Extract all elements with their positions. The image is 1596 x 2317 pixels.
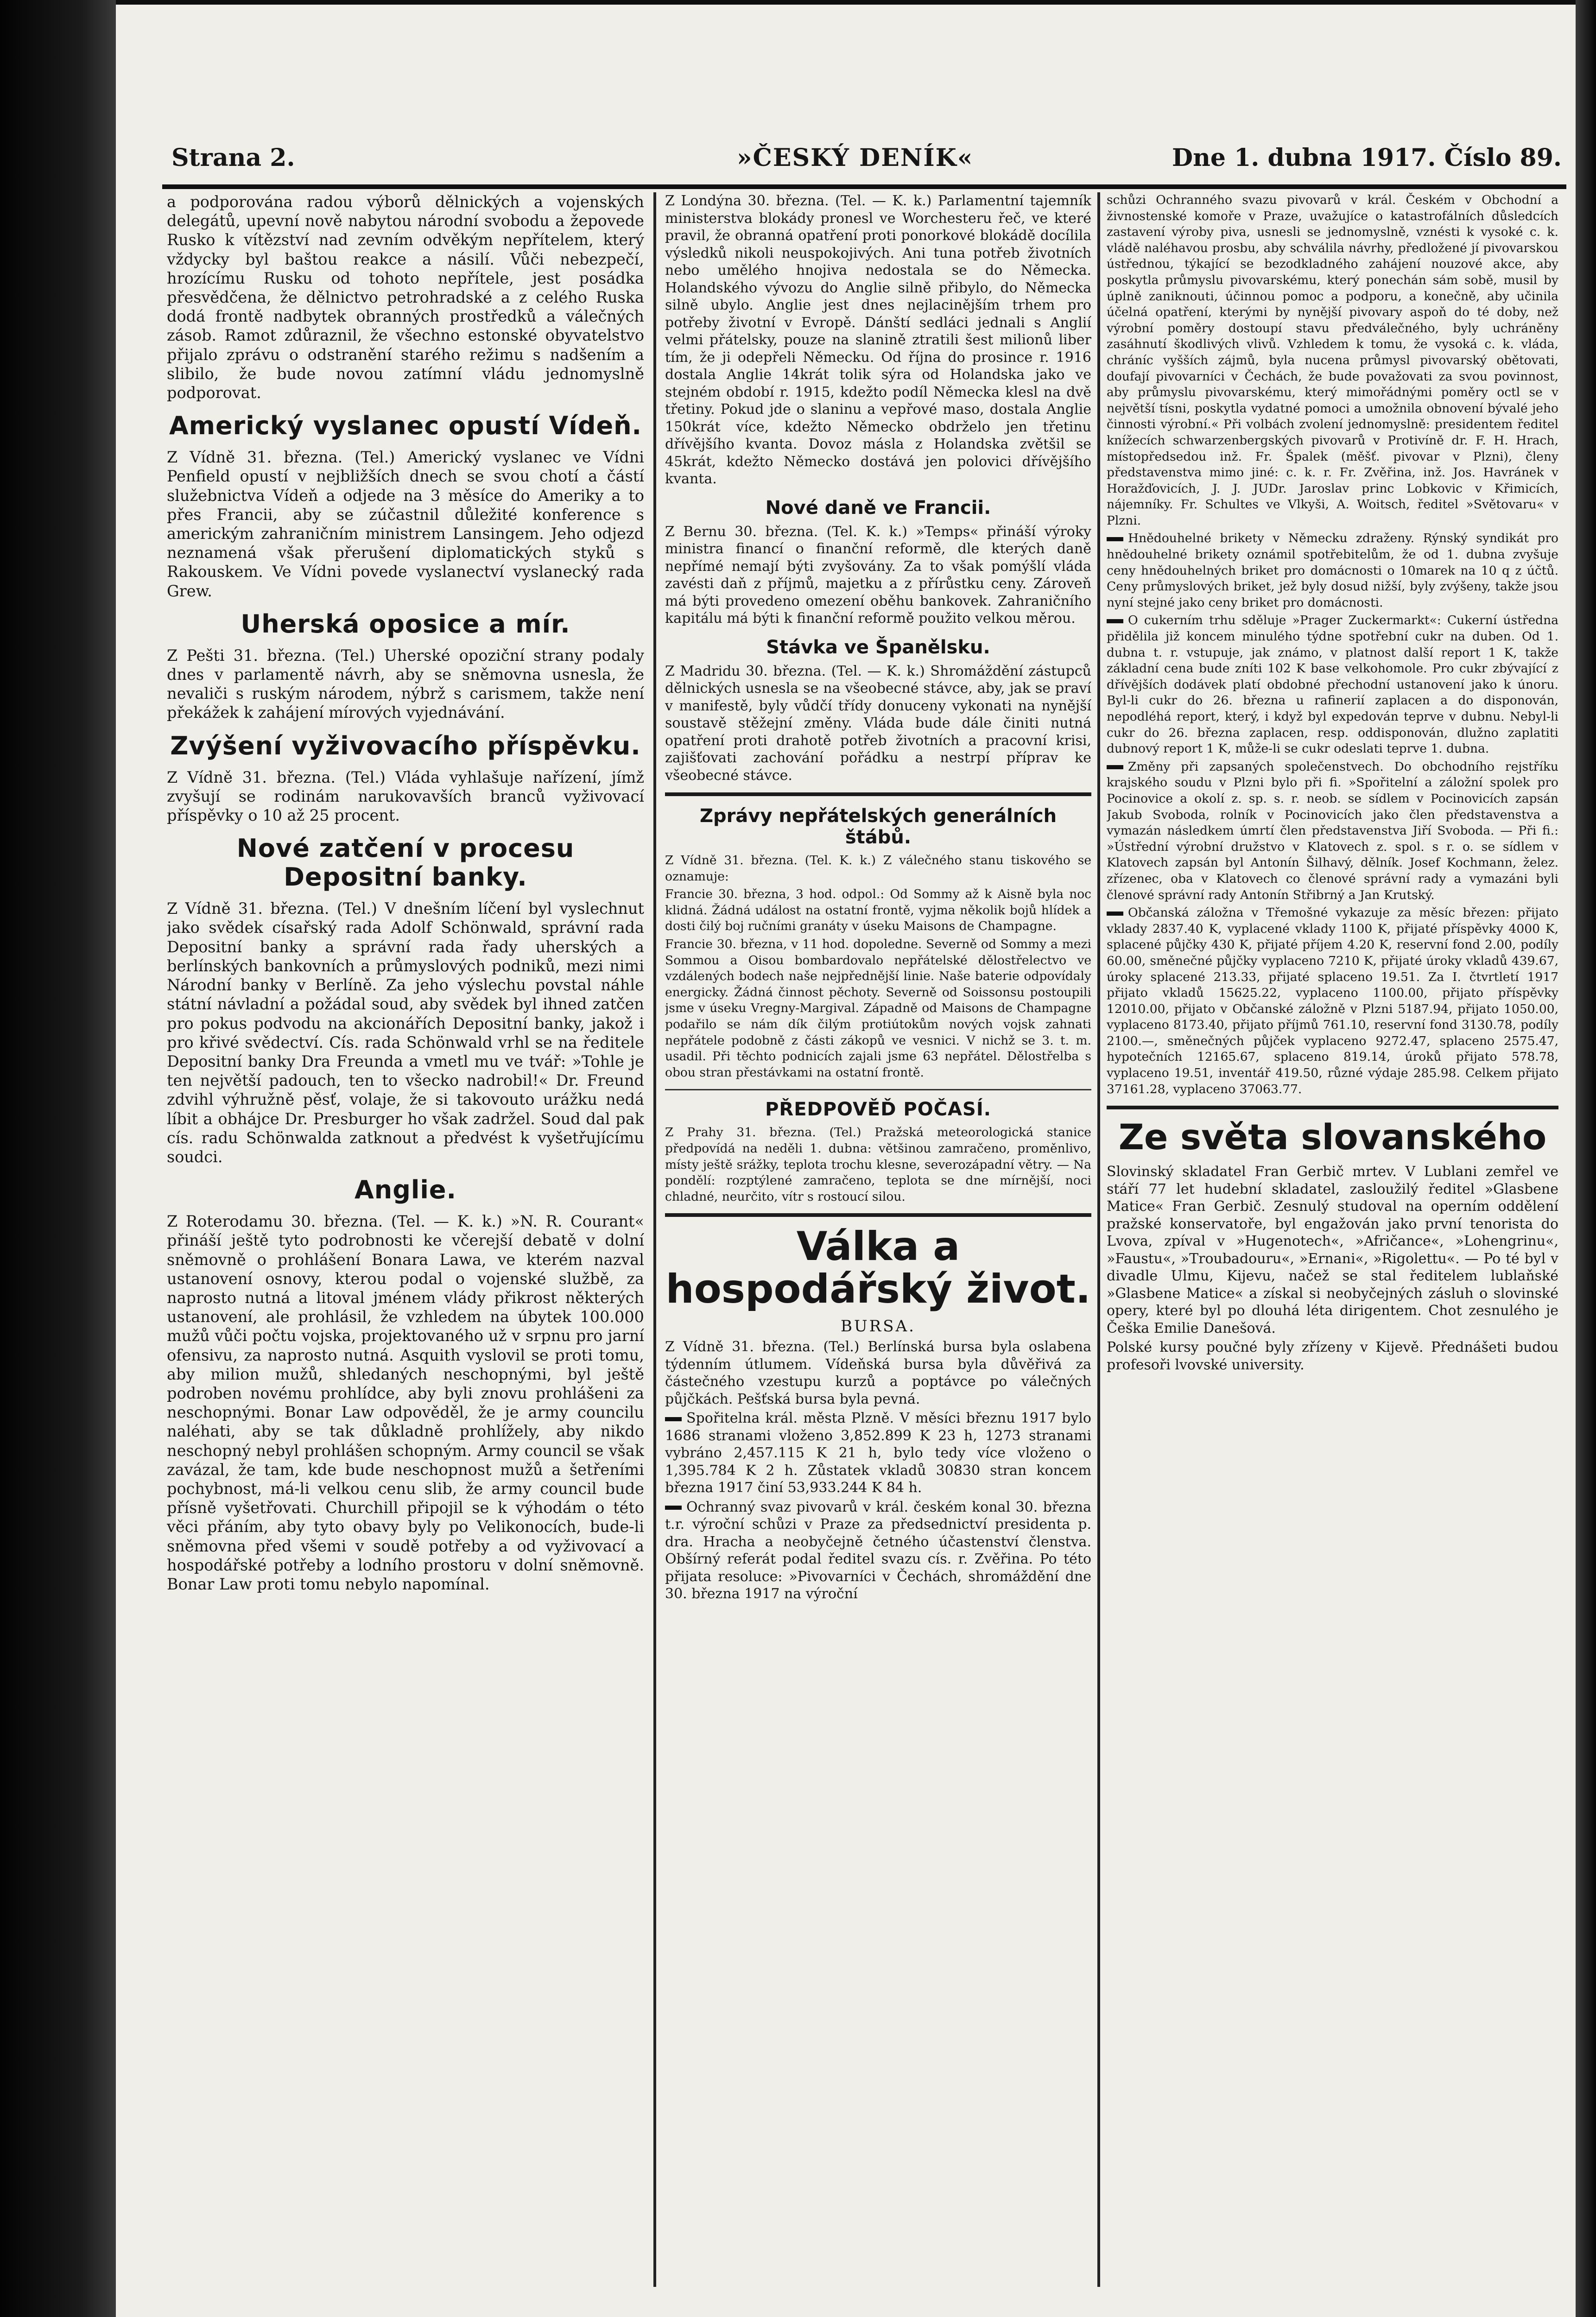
thin-rule bbox=[665, 1089, 1091, 1090]
scan-right-edge bbox=[1576, 0, 1596, 2317]
article-uherska-text: Z Pešti 31. března. (Tel.) Uherské opoziční strany podaly dnes v parlamentě návrh, aby se sněmovna usnesla, že nevaliči s ruským národem, nýbrž s carismem, takže není překážek k zahájení mírových vyjednávání. bbox=[167, 646, 644, 722]
section-rule-2 bbox=[665, 1213, 1091, 1217]
article-dane-text: Z Bernu 30. března. (Tel. K. k.) »Temps« přináší výroky ministra financí o finanční reformě, dle kterých daně nepřímé nemají býti zvyšovány. Za to však pomýšlí vláda zavésti daň z příjmů, majetku a z přírůstku ceny. Zároveň má býti provedeno omezení oběhu bankovek. Zahraničního kapitálu má býti k finanční reformě použito velkou měrou. bbox=[665, 523, 1091, 627]
bullet-mark bbox=[665, 1506, 682, 1510]
article-londyn-text: Z Londýna 30. března. (Tel. — K. k.) Parlamentní tajemník ministerstva blokády pronesl ve Worchesteru řeč, ve které pravil, že obranná opatření proti ponorkové blokádě docílila výsledků nikoli neuspokojivých. Ani tuna potřeb životních nebo umělého hnojiva nedostala se do Německa. Holandského vývozu do Anglie silně přibylo, do Německa silně ubylo. Anglie jest dnes nejlacinějším trhem pro potřeby životní v Evropě. Dánští sedláci jednali s Anglií velmi přátelsky, pouze na slanině ztratili šest milionů liber tím, že ji odepřeli Německu. Od října do prosince r. 1916 dostala Anglie 14krát tolik sýra od Holandska jako ve stejném období r. 1915, kdežto podíl Německa klesl na dvě třetiny. Pokud jde o slaninu a vepřové maso, dostala Anglie 150krát více, kdežto Německo obdrželo jen třetinu dřívějšího kvanta. Dovoz másla z Holandska zvětšil se 45krát, kdežto Německo dostává jen polovici dřívějšího kvanta. bbox=[665, 193, 1091, 487]
bursa-text: Z Vídně 31. března. (Tel.) Berlínská bursa byla oslabena týdenním útlumem. Vídeňská bursa byla důvěřivá za částečného vzestupu kurzů a poptávce po válečných půjčkách. Pešťská bursa byla pevná. bbox=[665, 1339, 1091, 1407]
section-rule-3 bbox=[1107, 1106, 1558, 1109]
article-zatceni-text: Z Vídně 31. března. (Tel.) V dnešním líčení byl vyslechnut jako svědek císařský rada Adolf Schönwald, správní rada Depositní banky a správní rada řady uherských a berlínských bankovních a průmyslových podniků, mezi nimi Národní banky v Berlíně. Za jeho výslechu povstal náhle státní návladní a požádal soud, aby svědek byl ihned zatčen pro pokus podvodu na akcionářích Depositní banky, jakož i pro křivé svědectví. Cís. rada Schönwald vrhl se na ředitele Depositní banky Dra Freunda a vmetl mu ve tvář: »Tohle je ten největší padouch, ten to všecko nadrobil!« Dr. Freund zdvihl výhružně pěsť, volaje, že si takovouto urážku nedá líbit a obhájce Dr. Presburger ho však zadržel. Soud dal pak cís. radu Schönwalda zatknout a předvést k vyšetřujícímu soudci. bbox=[167, 899, 644, 1166]
article-anglie-text: Z Roterodamu 30. března. (Tel. — K. k.) »N. R. Courant« přináší ještě tyto podrobnosti ke včerejší debatě v dolní sněmovně o prohlášení Bonara Lawa, ve kterém nazval ustanovení osnovy, kterou podal o vojenské službě, za naprosto nutná a litoval jménem vlády přikrost některých ustanovení, ale prohlásil, že vzhledem na úbytek 100.000 mužů vůči počtu vojska, projektovaného už v srpnu pro jarní ofensivu, za naprosto nutná. Asquith vyslovil se proti tomu, aby milion mužů, shledaných neschopnými, byl ještě podroben novému prohlídce, aby byli znovu prohlášeni za neschopnými. Bonar Law odpověděl, že je army councilu naléhati, aby se tak důkladně prohlížely, aby nikdo neschopný nebyl prohlášen schopným. Army council se však zavázal, že tam, kde bude neschopnost mužů a šetřeními pochybnost, má-li velkou cenu slib, že army council bude přísně vyšetřovati. Churchill připojil se k výhodám o této věci přáním, aby tyto obavy byly po Velikonocích, bude-li sněmovna před všemi v soudě potřeby a od vyživovací a hospodářské potřeby a lodního prostoru v dolní sněmovně. Bonar Law proti tomu nebylo napomínal. bbox=[167, 1212, 644, 1593]
headline-anglie: Anglie. bbox=[354, 1175, 457, 1205]
article-vyslanec-text: Z Vídně 31. března. (Tel.) Americký vyslanec ve Vídni Penfield opustí v nejbližších dnech se svou chotí a částí služebnictva Vídeň a odjede na 3 měsíce do Ameriky a to přes Francii, aby se zúčastnil důležité konference s americkým zahraničním ministrem Lansingem. Jeho odjezd neznamená však přerušení diplomatických styků s Rakouskem. Ve Vídni povede vyslanectví vyslanecký rada Grew. bbox=[167, 448, 644, 600]
bullet-mark bbox=[1107, 765, 1123, 769]
header-rule bbox=[162, 184, 1566, 189]
ochranny-text bbox=[665, 1499, 1091, 1603]
headline-zatceni: Nové zatčení v procesu Depositní banky. bbox=[236, 834, 575, 892]
column-divider-1 bbox=[653, 192, 656, 2287]
column-divider-2 bbox=[1097, 192, 1100, 2287]
bullet-mark bbox=[1107, 912, 1123, 916]
kursy-text: Polské kursy poučné byly zřízeny v Kijevě. Přednášeti budou profesoři lvovské university. bbox=[1107, 1339, 1558, 1373]
subhead-bursa: BURSA. bbox=[841, 1317, 916, 1336]
ochranny-text-body: Ochranný svaz pivovarů v král. českém konal 30. března t.r. výroční schůzi v Praze za předsednictví presidenta p. dra. Hracha a neobyčejně četného účastenství členstva. Obšírný referát podal ředitel svazu cís. r. Zvěřina. Po této přijata resoluce: »Pivovarníci v Čechách, shromáždění dne 30. března 1917 na výroční bbox=[665, 1499, 1091, 1602]
cukr-text bbox=[1107, 613, 1558, 757]
page-header bbox=[171, 144, 1562, 181]
column-2 bbox=[665, 192, 1091, 2292]
zpravy-report-1: Francie 30. března, 3 hod. odpol.: Od Sommy až k Aisně byla noc klidná. Žádná událost na ostatní frontě, vyjma několik bojů hlídek a dosti čilý boj ručními granáty v úseku Maisons de Champagne. bbox=[665, 887, 1091, 934]
headline-prispevku: Zvýšení vyživovacího příspěvku. bbox=[170, 731, 641, 760]
section-title-slovanskeho: Ze světa slovanského bbox=[1118, 1116, 1547, 1158]
brikety-text-body: Hnědouhelné brikety v Německu zdraženy. Rýnský syndikát pro hnědouhelné brikety oznámil spotřebitelům, že od 1. dubna zvyšuje ceny hnědouhelných briket pro domácnosti o 10marek na 10 q z účtů. Ceny průmyslových briket, jež byly dosud nižší, byly zvýšeny, takže jsou nyní stejné jako ceny briket pro domácnosti. bbox=[1107, 531, 1558, 610]
bullet-mark bbox=[665, 1417, 682, 1421]
page-number: Strana 2. bbox=[171, 144, 295, 172]
cukr-text-body: O cukerním trhu sděluje »Prager Zuckermarkt«: Cukerní ústředna přidělila již koncem minulého týdne spotřební cukr na duben. Od 1. dubna t. r. vstupuje, jak známo, v platnost další report 1 K, takže základní cena bude zníti 102 K base velkohomole. Pro cukr zbývající z dřívějších dodávek platí obdobné přechodní ustanovení jako k únoru. Byl-li cukr do 26. března u rafinerií zaplacen a do disponován, nepodléhá report, který, i když byl expedován teprve v dubnu. Nebyl-li cukr do 26. března zaplacen, resp. oddisponován, dlužno zaplatiti dubnový report 1 K, může-li se cukr odeslati teprve 1. dubna. bbox=[1107, 613, 1558, 756]
column-1 bbox=[167, 192, 644, 2292]
headline-zpravy: Zprávy nepřátelských generálních štábů. bbox=[699, 805, 1057, 848]
headline-dane: Nové daně ve Francii. bbox=[765, 497, 991, 519]
headline-vyslanec: Americký vyslanec opustí Vídeň. bbox=[169, 411, 642, 441]
section-title-valka: Válka a hospodářský život. bbox=[665, 1223, 1091, 1313]
headline-uherska: Uherská oposice a mír. bbox=[241, 609, 570, 639]
pocasi-text: Z Prahy 31. března. (Tel.) Pražská meteorologická stanice předpovídá na neděli 1. dubna: většinou zamračeno, proměnlivo, místy ještě srážky, teplota trochu klesne, severozápadní větry. — Na pondělí: rozptýlené zamračeno, teplota se dne mírnější, noci chladné, neurčito, vítr s rostoucí silou. bbox=[665, 1125, 1091, 1204]
article-intro-text: a podporována radou výborů dělnických a vojenských delegátů, upevní nově nabytou národní svobodu a žepovede Rusko k vítězství nad zevním odvěkým nepřítelem, který vždycky byl baštou reakce a násilí. Vůči nebezpečí, hrozícímu Rusku od tohoto nepřítele, jest posádka přesvědčena, že dělnictvo petrohradské a z celého Ruska dodá frontě nadbytek obranných prostředků a válečných zásob. Ramot zdůraznil, že všechno estonské obyvatelstvo přijalo zprávu o odstranění starého režimu s nadšením a slibilo, že bude novou zatímní vládu jednomyslně podporovat. bbox=[167, 193, 644, 402]
sporitelna-text bbox=[665, 1410, 1091, 1497]
issue-date: Dne 1. dubna 1917. Číslo 89. bbox=[1172, 144, 1562, 172]
section-rule bbox=[665, 792, 1091, 796]
article-stavka-text: Z Madridu 30. března. (Tel. — K. k.) Shromáždění zástupců dělnických usnesla se na všeobecné stávce, aby, jak se praví v manifestě, byly vůdčí třídy donuceny vykonati na nynější soustavě stěžejní změny. Vláda bude dále činiti nutná opatření proti drahotě potřeb životních a pracovní krisi, zajišťovati zachování pořádku a nestrpí příprav ke všeobecné stávce. bbox=[665, 663, 1091, 784]
headline-pocasi: PŘEDPOVĚĎ POČASÍ. bbox=[765, 1099, 991, 1121]
masthead: »ČESKÝ DENÍK« bbox=[737, 144, 974, 172]
newspaper-page bbox=[116, 5, 1576, 2317]
pivovary-text: schůzi Ochranného svazu pivovarů v král. Českém v Obchodní a živnostenské komoře v Praze, uvažujíce o katastrofálních důsledcích zastavení výroby piva, usnesli se jednomyslně, vznésti k vysoké c. k. vládě naléhavou prosbu, aby schválila návrhy, předložené jí pivovarskou ústřednou, týkající se bezodkladného zahájení nouzové akce, aby poskytla průmyslu pivovarskému, který ponechán sám sobě, musil by úplně zaniknouti, účinnou pomoc a podporu, a konečně, aby učinila účelná opatření, kterými by nynější pivovary aspoň do té doby, než výrobní poměry dostoupí stavu předválečného, byly uchráněny zasáhnutí škodlivých vlivů. Vzhledem k tomu, že vysoká c. k. vláda, chráníc vyšších zájmů, byla nucena průmysl pivovarský obětovati, doufají pivovarníci v Čechách, že bude považovati za svou povinnost, aby průmyslu pivovarskému, který mimořádnými poměry octl se v největší tísni, poskytla vydatné pomoci a umožnila obnovení bývalé jeho činnosti výrobní.« Při volbách zvolení jednomyslně: presidentem ředitel knížecích schwarzenbergských pivovarů v Protivíně dr. F. H. Hrach, místopředsedou inž. Fr. Špalek (měšť. pivovar v Plzni), členy představenstva mimo jiné: c. k. r. Fr. Zvěřina, inž. Jos. Havránek v Horažďovicích, J. J. JUDr. Jaroslav princ Lobkovic v Křimicích, nájemníky. Fr. Schultes ve Vlkyši, A. Woitsch, ředitel »Světovaru« v Plzni. bbox=[1107, 193, 1558, 528]
zmeny-text-body: Změny při zapsaných společenstvech. Do obchodního rejstříku krajského soudu v Plzni bylo při fi. »Spořitelní a záložní spolek pro Pocinovice a okolí z. sp. s. r. neob. se sídlem v Pocinovicích zapsán Jakub Svoboda, rolník v Pocinovicích jako člen představenstva a vymazán následkem úmrtí člen představenstva Jiří Svoboda. — Při fi.: »Ústřední výrobní družstvo v Klatovech z. spol. s r. o. se sídlem v Klatovech zapsán byl Antonín Šilhavý, dělník. Josef Kochmann, želez. zřízenec, oba v Klatovech co členové správní rady a vymazáni byli členové správní rady Antonín Střibrný a Jan Krutský. bbox=[1107, 759, 1558, 902]
bullet-mark bbox=[1107, 537, 1123, 541]
bullet-mark bbox=[1107, 619, 1123, 623]
zalozna-text bbox=[1107, 905, 1558, 1097]
sporitelna-text-body: Spořitelna král. města Plzně. V měsíci březnu 1917 bylo 1686 stranami vloženo 3,852.899 K 23 h, 1273 stranami vybráno 2,457.115 K 21 h, bylo tedy více vloženo o 1,395.784 K 2 h. Zůstatek vkladů 30830 stran koncem března 1917 činí 53,933.244 K 84 h. bbox=[665, 1410, 1091, 1496]
gerbic-text: Slovinský skladatel Fran Gerbič mrtev. V Lublani zemřel ve stáří 77 let hudební skladatel, zasloužilý ředitel »Glasbene Matice« Fran Gerbič. Zesnulý studoval na operním oddělení pražské konservatoře, byl engažován jako první tenorista do Lvova, zpíval v »Hugenotech«, »Afričance«, »Lohengrinu«, »Faustu«, »Troubadouru«, »Ernani«, »Rigolettu«. — Po té byl v divadle Ulmu, Kijevu, načež se stal ředitelem lublaňské »Glasbene Matice« a získal si neobyčejných zásluh o slovinské opery, které byl po dlouhá léta dirigentem. Chot zesnulého je Češka Emilie Danešová. bbox=[1107, 1164, 1558, 1336]
scan-left-edge bbox=[0, 0, 116, 2317]
zpravy-report-2: Francie 30. března, v 11 hod. dopoledne. Severně od Sommy a mezi Sommou a Oisou bombardovalo nepřátelské dělostřelectvo ve vzdálených bodech naše nejpřednější linie. Naše baterie odpovídaly energicky. Žádná činnost pěchoty. Severně od Soissonsu postoupili jsme v úseku Vregny-Margival. Západně od Maisons de Champagne podařilo se nám dík čilým protiútokům nových vojsk zahnati nepřátele podobně z části zákopů ve vesnici. V nichž se 3. t. m. usadil. Při těchto podnicích zajali jsme 63 nepřátel. Dělostřelba s obou stran přestávkami na ostatní frontě. bbox=[665, 937, 1091, 1080]
article-prispevku-text: Z Vídně 31. března. (Tel.) Vláda vyhlašuje nařízení, jímž zvyšují se rodinám narukovavších branců vyživovací příspěvky o 10 až 25 procent. bbox=[167, 768, 644, 825]
column-3 bbox=[1107, 192, 1558, 2292]
brikety-text bbox=[1107, 531, 1558, 611]
zpravy-intro: Z Vídně 31. března. (Tel. K. k.) Z válečného stanu tiskového se oznamuje: bbox=[665, 853, 1091, 884]
headline-stavka: Stávka ve Španělsku. bbox=[766, 636, 990, 658]
zmeny-text bbox=[1107, 759, 1558, 903]
zalozna-text-body: Občanská záložna v Třemošné vykazuje za měsíc březen: přijato vklady 2837.40 K, vyplacené vklady 1100 K, přijaté příspěvky 4000 K, splacené půjčky 430 K, přijaté příjem 4.20 K, reservní fond 2.00, podíly 60.00, směnečné půjčky vyplaceno 7210 K, přijaté úroky vkladů 439.67, úroky splacené 213.33, přijaté splaceno 19.51. Za I. čtvrtletí 1917 přijato vkladů 15625.22, vyplaceno 1100.00, přijato příspěvky 12010.00, přijato v Občanské záložně v Plzni 5187.94, přijato 1050.00, vyplaceno 8173.40, přijato příjmů 761.10, reservní fond 3130.78, podíly 2100.—, směnečných půjček vyplaceno 9272.47, splaceno 2575.47, hypotečních 12165.67, splaceno 819.14, úroků přijato 578.78, vyplaceno 19.51, inventář 419.50, různé výdaje 285.98. Celkem přijato 37161.28, vyplaceno 37063.77. bbox=[1107, 905, 1558, 1096]
